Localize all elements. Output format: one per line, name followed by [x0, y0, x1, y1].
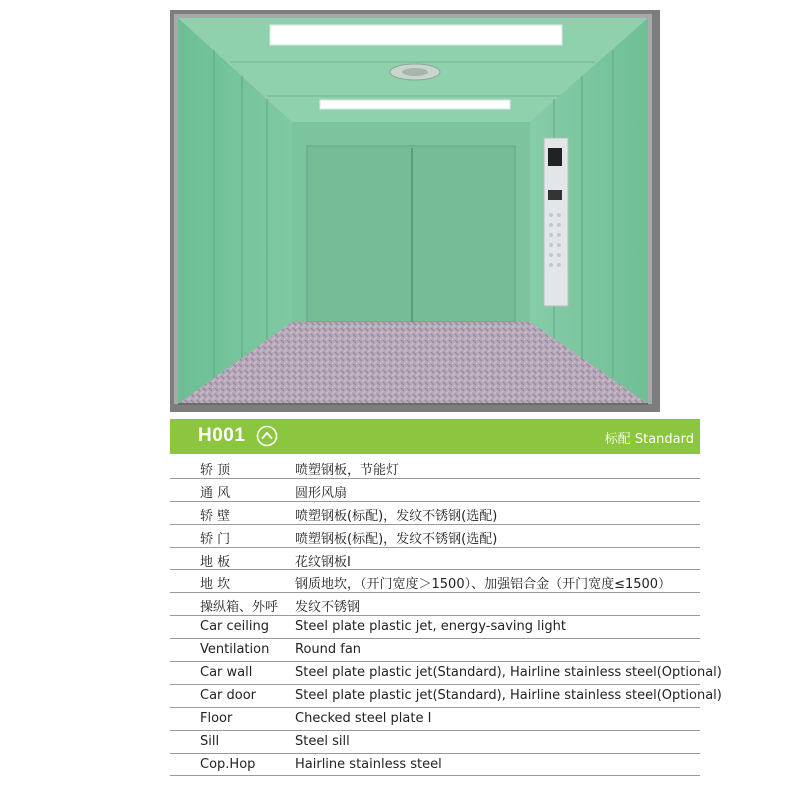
- row-label: 操纵箱、外呼: [200, 600, 279, 616]
- row-label: 通 风: [200, 485, 231, 501]
- table-row: [170, 754, 700, 777]
- table-row: [170, 685, 722, 708]
- table-row: [170, 593, 700, 616]
- table-row: [170, 525, 700, 548]
- row-value: 圆形风扇: [295, 485, 348, 501]
- chevron-up-icon[interactable]: [256, 425, 278, 447]
- table-row: [170, 456, 700, 479]
- row-label: 轿 壁: [200, 508, 231, 524]
- table-row: [170, 708, 700, 731]
- row-label: Car wall: [200, 665, 253, 681]
- row-value: Steel plate plastic jet(Standard), Hairline stainless steel(Optional): [295, 687, 722, 703]
- row-value: 发纹不锈钢: [295, 600, 361, 616]
- row-value: Round fan: [295, 642, 362, 658]
- row-value: 花纹钢板Ⅰ: [295, 554, 351, 570]
- table-row: [170, 616, 700, 639]
- table-row: [170, 548, 700, 571]
- table-row: [170, 570, 700, 593]
- row-value: Steel plate plastic jet, energy-saving light: [295, 619, 566, 635]
- row-value: Checked steel plate Ⅰ: [295, 710, 432, 726]
- standard-badge: 标配 Standard: [604, 432, 694, 447]
- row-label: 轿 顶: [200, 463, 231, 478]
- row-label: 地 板: [200, 554, 231, 570]
- row-label: Ventilation: [200, 642, 270, 658]
- spec-header-bar: [170, 419, 700, 454]
- table-row: [170, 662, 722, 685]
- row-value: Steel plate plastic jet(Standard), Hairline stainless steel(Optional): [295, 665, 722, 681]
- table-row: [170, 731, 700, 754]
- table-row: [170, 479, 700, 502]
- table-row: [170, 502, 700, 525]
- row-label: Cop.Hop: [200, 756, 256, 772]
- row-value: 喷塑钢板(标配)，发纹不锈钢(选配): [295, 531, 498, 547]
- row-label: 轿 门: [200, 531, 231, 547]
- model-code: H001: [198, 425, 246, 446]
- spec-table: [170, 456, 722, 776]
- row-value: 喷塑钢板(标配)，发纹不锈钢(选配): [295, 508, 498, 524]
- row-label: Car ceiling: [200, 619, 269, 635]
- row-label: Car door: [200, 687, 257, 703]
- row-value: 钢质地坎，（开门宽度＞1500）、加强铝合金（开门宽度≤1500）: [295, 577, 672, 593]
- row-label: 地 坎: [200, 577, 231, 593]
- row-label: Floor: [200, 710, 233, 726]
- row-value: Steel sill: [295, 733, 350, 749]
- row-value: 喷塑钢板，节能灯: [295, 463, 400, 478]
- table-row: [170, 639, 700, 662]
- elevator-car-image: [170, 10, 660, 412]
- row-label: Sill: [200, 733, 220, 749]
- row-value: Hairline stainless steel: [295, 756, 442, 772]
